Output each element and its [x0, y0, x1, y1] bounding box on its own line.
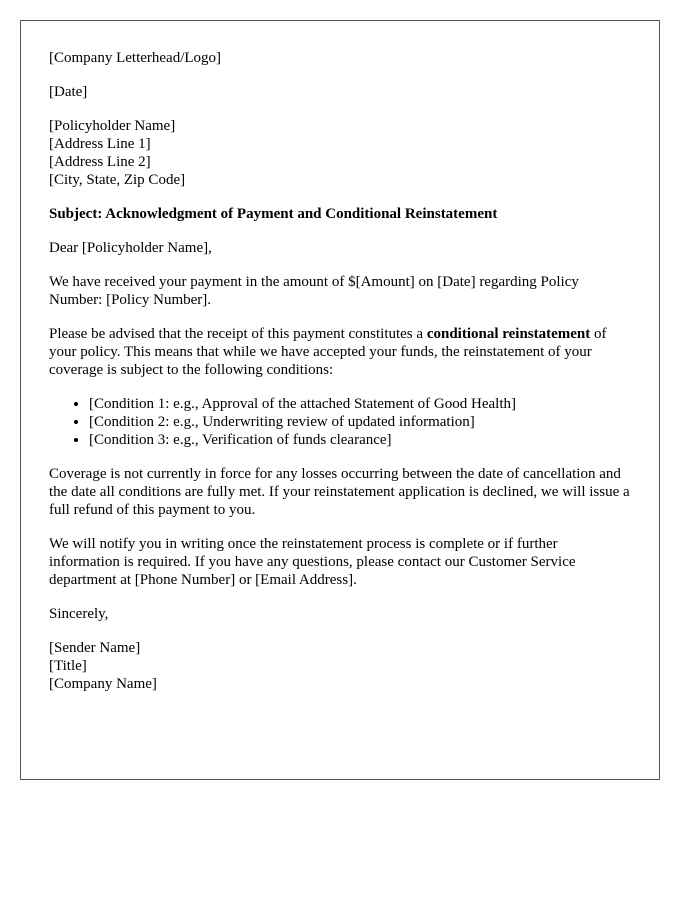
condition-item: • [Condition 2: e.g., Underwriting review of updated information]: [89, 413, 631, 431]
conditional-reinstatement-paragraph: [49, 325, 631, 379]
sender-company: [Company Name]: [49, 676, 157, 692]
sender-title: [Title]: [49, 658, 87, 674]
closing: Sincerely,: [49, 606, 109, 622]
paragraph-text-after: of your policy. This means that while we have accepted your funds, the reinstatement of your coverage is subject to the following conditions:: [49, 326, 607, 378]
recipient-address-line-2: [Address Line 2]: [49, 154, 151, 170]
conditions-list: [49, 395, 631, 449]
paragraph-text-before: Please be advised that the receipt of this payment constitutes a: [49, 326, 427, 342]
contact-paragraph: We will notify you in writing once the reinstatement process is complete or if further information is required. If you have any questions, please contact our Customer Service department at [Phone Number] or [Email Address].: [49, 536, 576, 588]
letter-page: [20, 20, 660, 780]
recipient-name: [Policyholder Name]: [49, 118, 176, 134]
condition-item: • [Condition 3: e.g., Verification of funds clearance]: [89, 431, 631, 449]
letterhead: [Company Letterhead/Logo]: [49, 50, 222, 66]
signature-block: [49, 639, 631, 693]
conditional-reinstatement-emphasis: conditional reinstatement: [426, 326, 591, 342]
subject-line: Subject: Acknowledgment of Payment and Conditional Reinstatement: [49, 206, 498, 222]
payment-received-paragraph: We have received your payment in the amount of $[Amount] on [Date] regarding Policy Number: [Policy Number].: [49, 274, 579, 308]
recipient-city-state-zip: [City, State, Zip Code]: [49, 172, 186, 188]
sender-name: [Sender Name]: [49, 640, 141, 656]
recipient-address: [49, 117, 631, 189]
recipient-address-line-1: [Address Line 1]: [49, 136, 151, 152]
salutation: Dear [Policyholder Name],: [49, 240, 212, 256]
coverage-notice-paragraph: Coverage is not currently in force for any losses occurring between the date of cancellation and the date all conditions are fully met. If your reinstatement application is declined, we will issue a full refund of this payment to you.: [49, 466, 630, 518]
letter-date: [Date]: [49, 84, 88, 100]
condition-item: • [Condition 1: e.g., Approval of the attached Statement of Good Health]: [89, 395, 631, 413]
